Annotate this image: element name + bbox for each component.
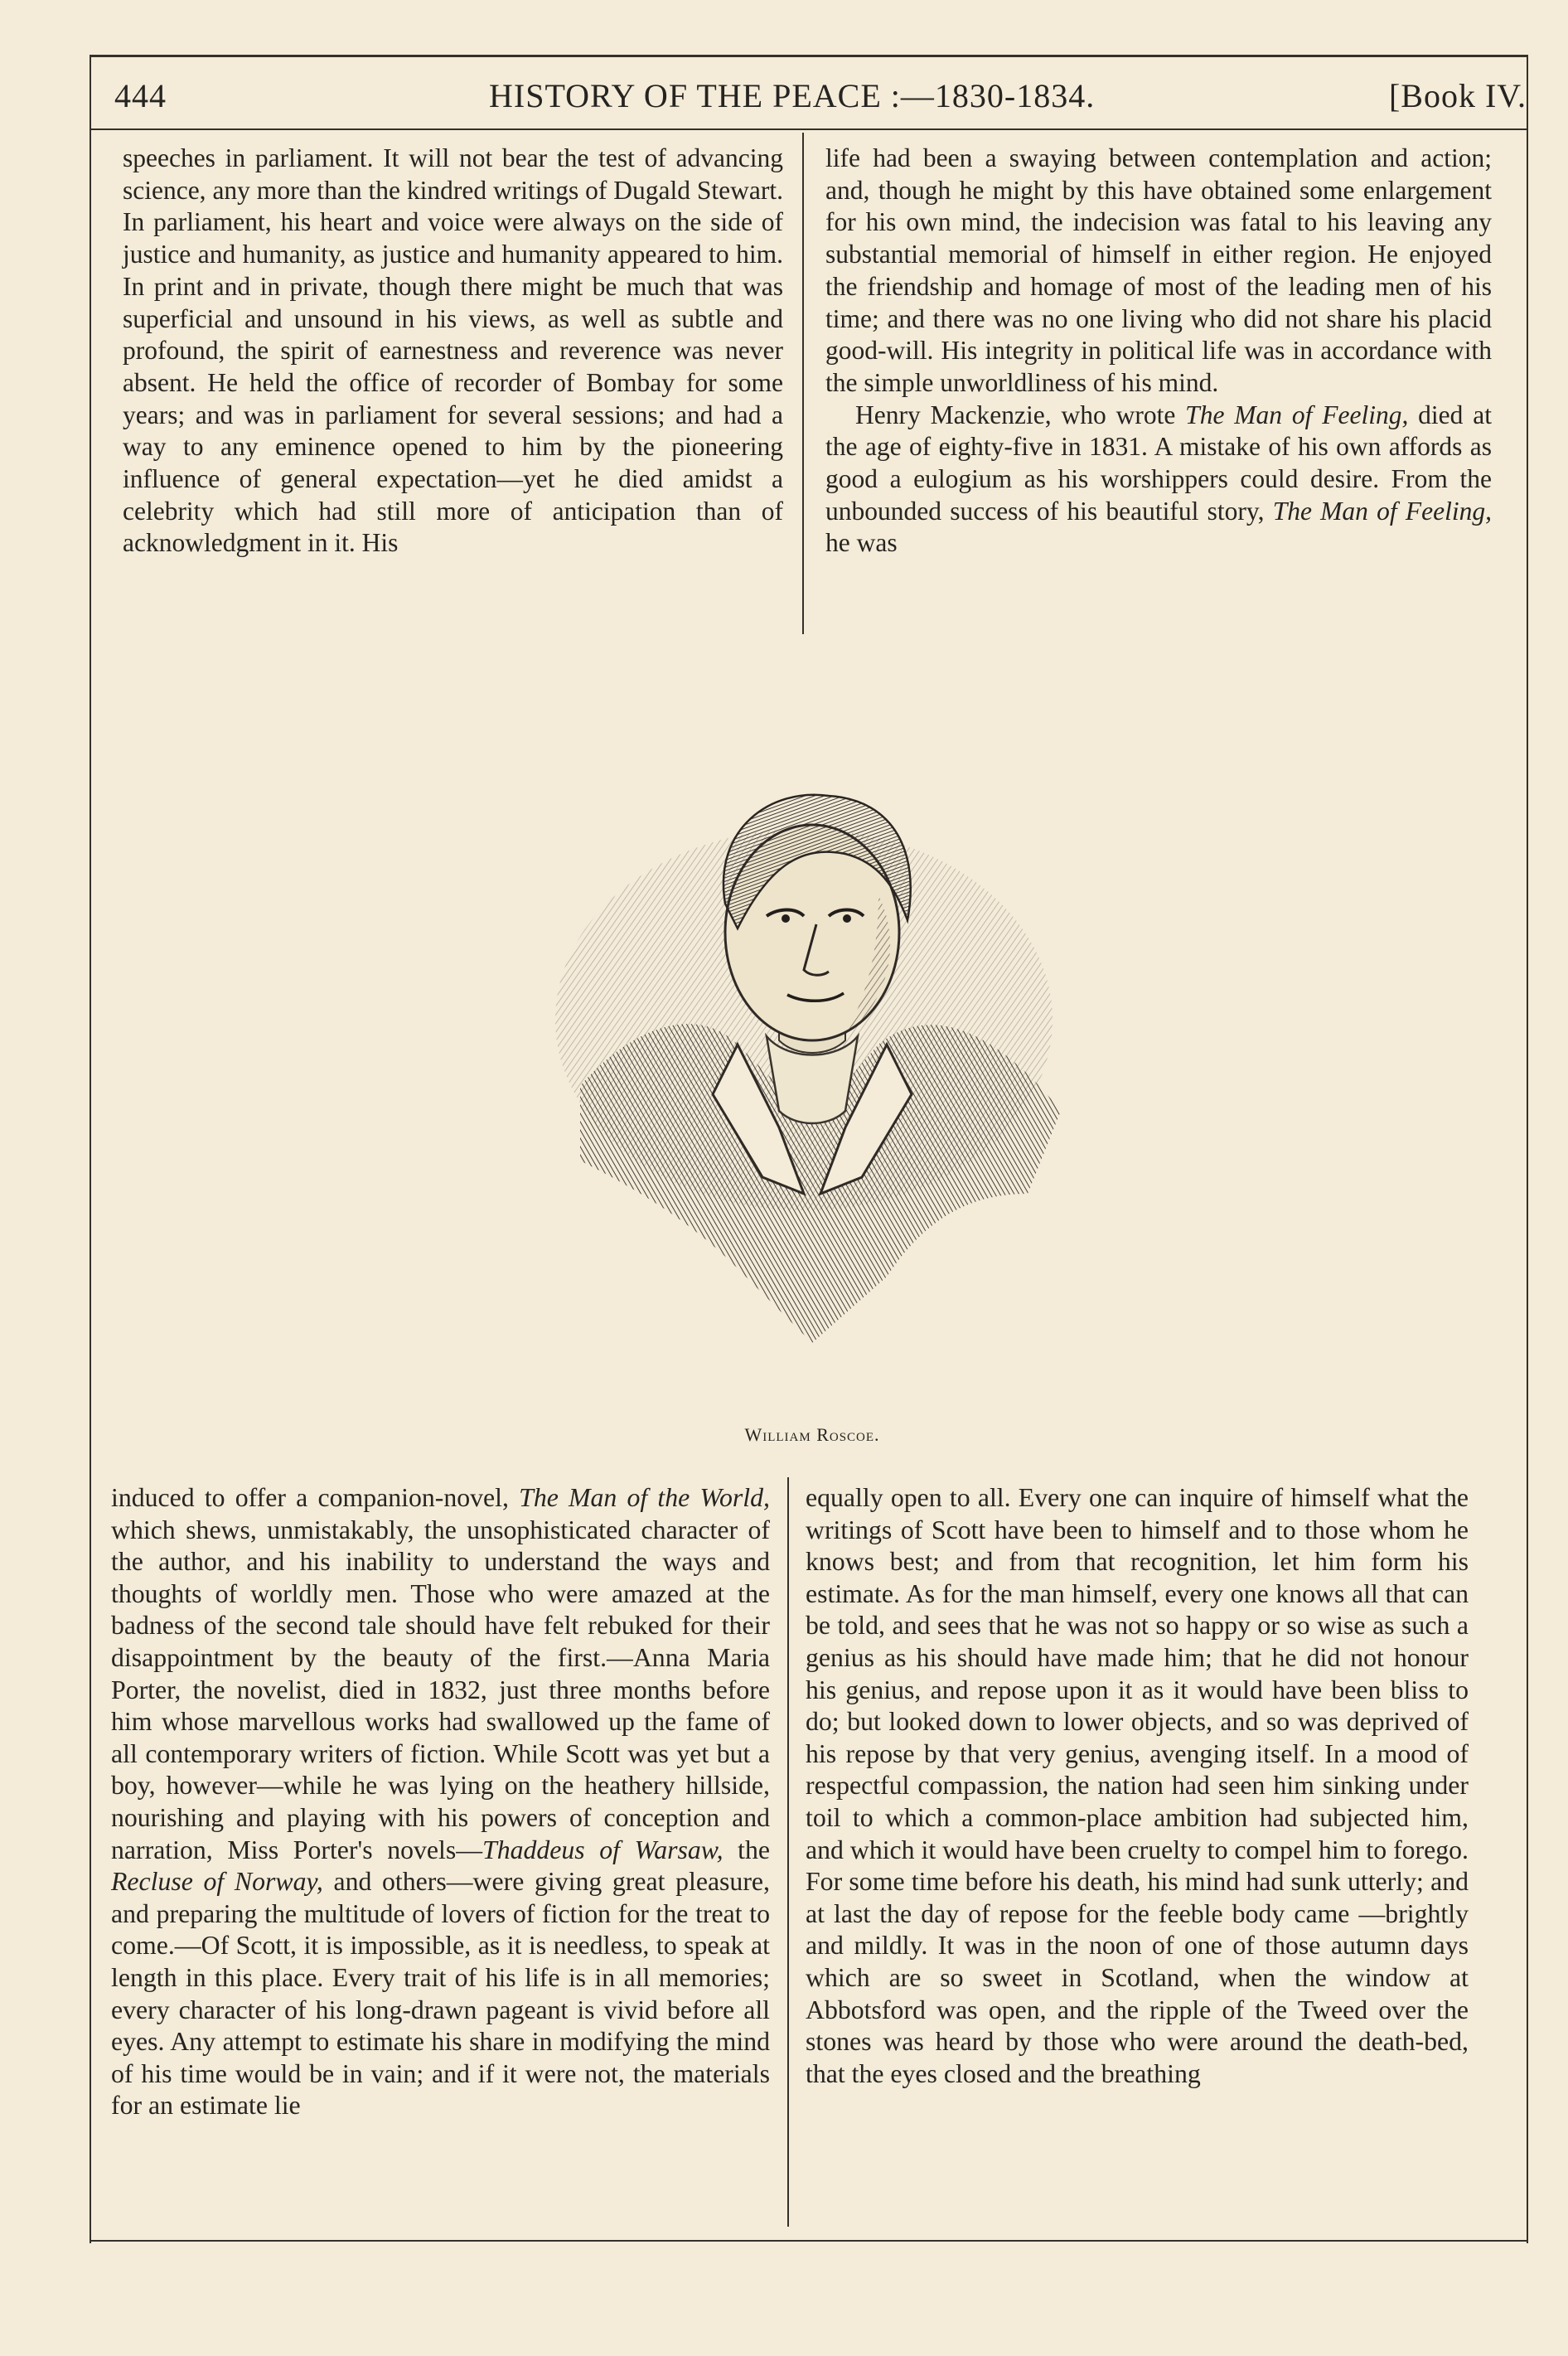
top-left-column — [123, 143, 783, 560]
text-run: which shews, unmistakably, the unsophisticated character of the author, and his inability to understand the ways and thoughts of worldly men. Those who were amazed at the badness of the second tale should have felt rebuked for their disappointment by the beauty of the first.—Anna Maria Porter, the novelist, died in 1832, just three months before him whose marvellous works had swallowed up the fame of all contemporary writers of fiction. While Scott was yet but a boy, however—while he was lying on the heathery hillside, nourishing and playing with his powers of conception and narration, Miss Porter's novels— — [111, 1515, 770, 1864]
text-run: and others—were giving great pleasure, and preparing the multitude of lovers of fiction for the treat to come.—Of Scott, it is impossible, as it is needless, to speak at length in this place. Every trait of his life is in all memories; every character of his long-drawn pageant is vivid before all eyes. Any attempt to estimate his share in modifying the mind of his time would be in vain; and if it were not, the materials for an estimate lie — [111, 1867, 770, 2121]
top-column-divider — [802, 133, 804, 634]
paragraph: equally open to all. Every one can inquire of himself what the writings of Scott have been to himself and to those whom he knows best; and from that recognition, let him form his estimate. As for the man himself, every one knows all that can be told, and sees that he was not so happy or so wise as such a genius as his should have made him; that he did not honour his genius, and repose upon it as it would have been bliss to do; but looked down to lower objects, and so was deprived of his repose by that very genius, avenging itself. In a mood of respectful compassion, the nation had seen him sinking under toil to which a common-place ambition had subjected him, and which it would have been cruelty to compel him to forego. For some time before his death, his mind had sunk utterly; and at last the day of repose for the feeble body came —brightly and mildly. It was in the noon of one of those autumn days which are so sweet in Scotland, when the window at Abbotsford was open, and the ripple of the Tweed over the stones was heard by those who were around the death-bed, that the eyes closed and the breathing — [806, 1483, 1469, 2088]
bottom-column-divider — [787, 1477, 789, 2227]
book-title-italic: Recluse of Norway, — [111, 1867, 323, 1897]
bottom-right-column — [806, 1482, 1469, 2090]
top-right-column — [825, 143, 1492, 560]
illustration-caption: William Roscoe. — [744, 1424, 880, 1445]
bottom-left-column — [111, 1482, 770, 2122]
text-run: the — [723, 1835, 770, 1864]
text-run: died at the age of eighty-five in 1831. A mistake of his own affords as good a eulogium as his worshippers could desire. From the unbounded success of his beautiful story, — [825, 400, 1493, 526]
running-header — [99, 76, 1535, 123]
book-title-italic: The Man of Feeling, — [1185, 400, 1409, 429]
text-run: he was — [825, 528, 898, 558]
page-number: 444 — [114, 77, 167, 114]
book-label: [Book IV. — [1388, 77, 1527, 114]
book-title-italic: The Man of Feeling, — [1272, 496, 1492, 526]
paragraph — [111, 1482, 770, 2122]
running-title: HISTORY OF THE PEACE :—1830-1834. — [489, 77, 1096, 114]
text-run: induced to offer a companion-novel, — [111, 1483, 520, 1512]
portrait-engraving — [530, 730, 1094, 1376]
book-title-italic: The Man of the World, — [519, 1483, 770, 1512]
left-border-rule — [90, 55, 91, 2243]
paragraph: life had been a swaying between contemplation and action; and, though he might by this have obtained some enlargement for his own mind, the indecision was fatal to his leaving any substantial memorial of himself in either region. He enjoyed the friendship and homage of most of the leading men of his time; and there was no one living who did not share his placid good-will. His integrity in political life was in accordance with the simple unworldliness of his mind. — [825, 143, 1492, 397]
right-border-rule — [1527, 55, 1528, 2243]
paragraph: speeches in parliament. It will not bear the test of advancing science, any more than the kindred writings of Dugald Stewart. In parliament, his heart and voice were always on the side of justice and humanity, as justice and humanity appeared to him. In print and in private, though there might be much that was superficial and unsound in his views, as well as subtle and profound, the spirit of earnestness and reverence was never absent. He held the office of recorder of Bombay for some years; and was in parliament for several sessions; and had a way to any eminence opened to him by the pioneering influence of general expectation—yet he died amidst a celebrity which had still more of anticipation than of acknowledgment in it. His — [123, 143, 783, 558]
paragraph-mackenzie — [825, 400, 1492, 560]
text-run: Henry Mackenzie, who wrote — [855, 400, 1186, 429]
bottom-border-rule — [90, 2240, 1528, 2242]
top-border-rule — [90, 55, 1528, 57]
header-underline-rule — [90, 128, 1528, 130]
book-title-italic: Thaddeus of Warsaw, — [482, 1835, 724, 1864]
